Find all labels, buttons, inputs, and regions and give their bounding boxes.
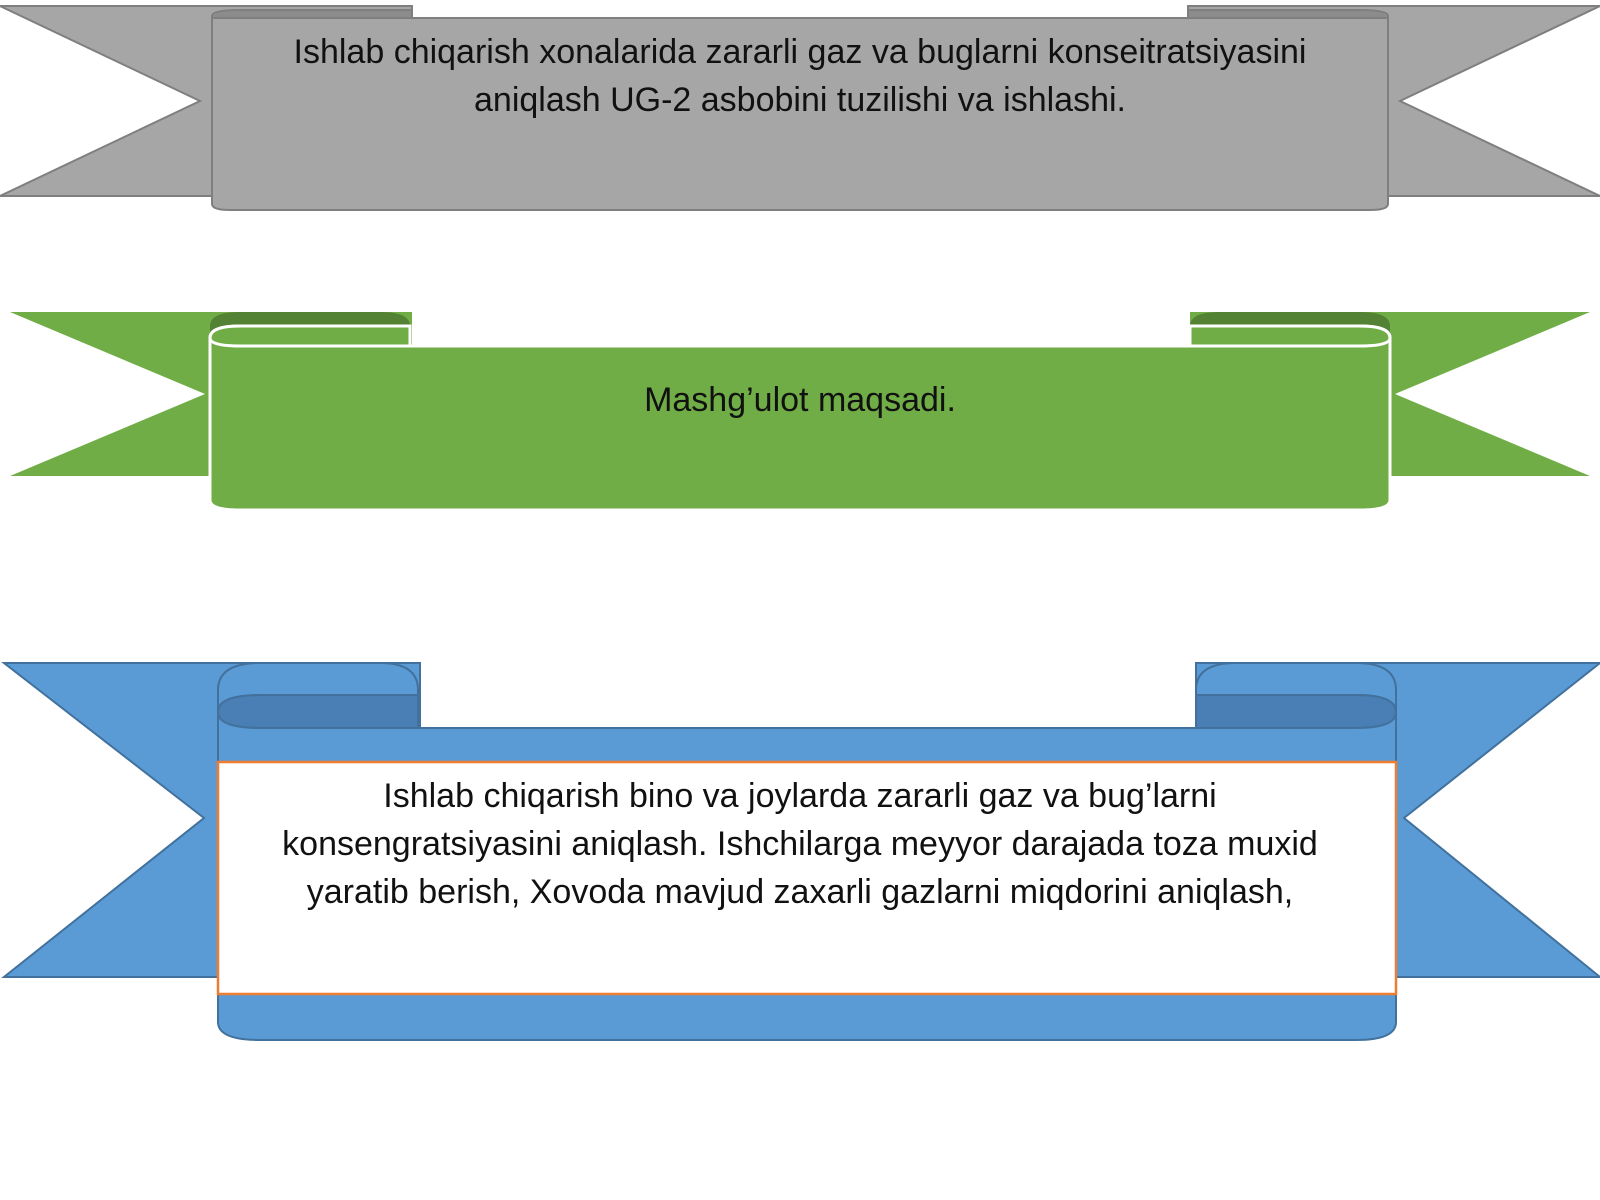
goal-banner-text: Mashg’ulot maqsadi. [644, 381, 956, 419]
body-banner-right-curl [1196, 695, 1396, 728]
body-banner-left-curl [218, 695, 418, 728]
title-banner-text: Ishlab chiqarish xonalarida zararli gaz va buglarni konseitratsiyasini aniqlash UG-2 asbobini tuzilishi va ishlashi. [293, 33, 1307, 119]
body-banner-text: Ishlab chiqarish bino va joylarda zararli gaz va bug’larni konsengratsiyasini aniqlash. Ishchilarga meyyor darajada toza muxid yaratib berish, Xovoda mavjud zaxarli gazlarni miqdorini aniqlash, [282, 777, 1318, 911]
